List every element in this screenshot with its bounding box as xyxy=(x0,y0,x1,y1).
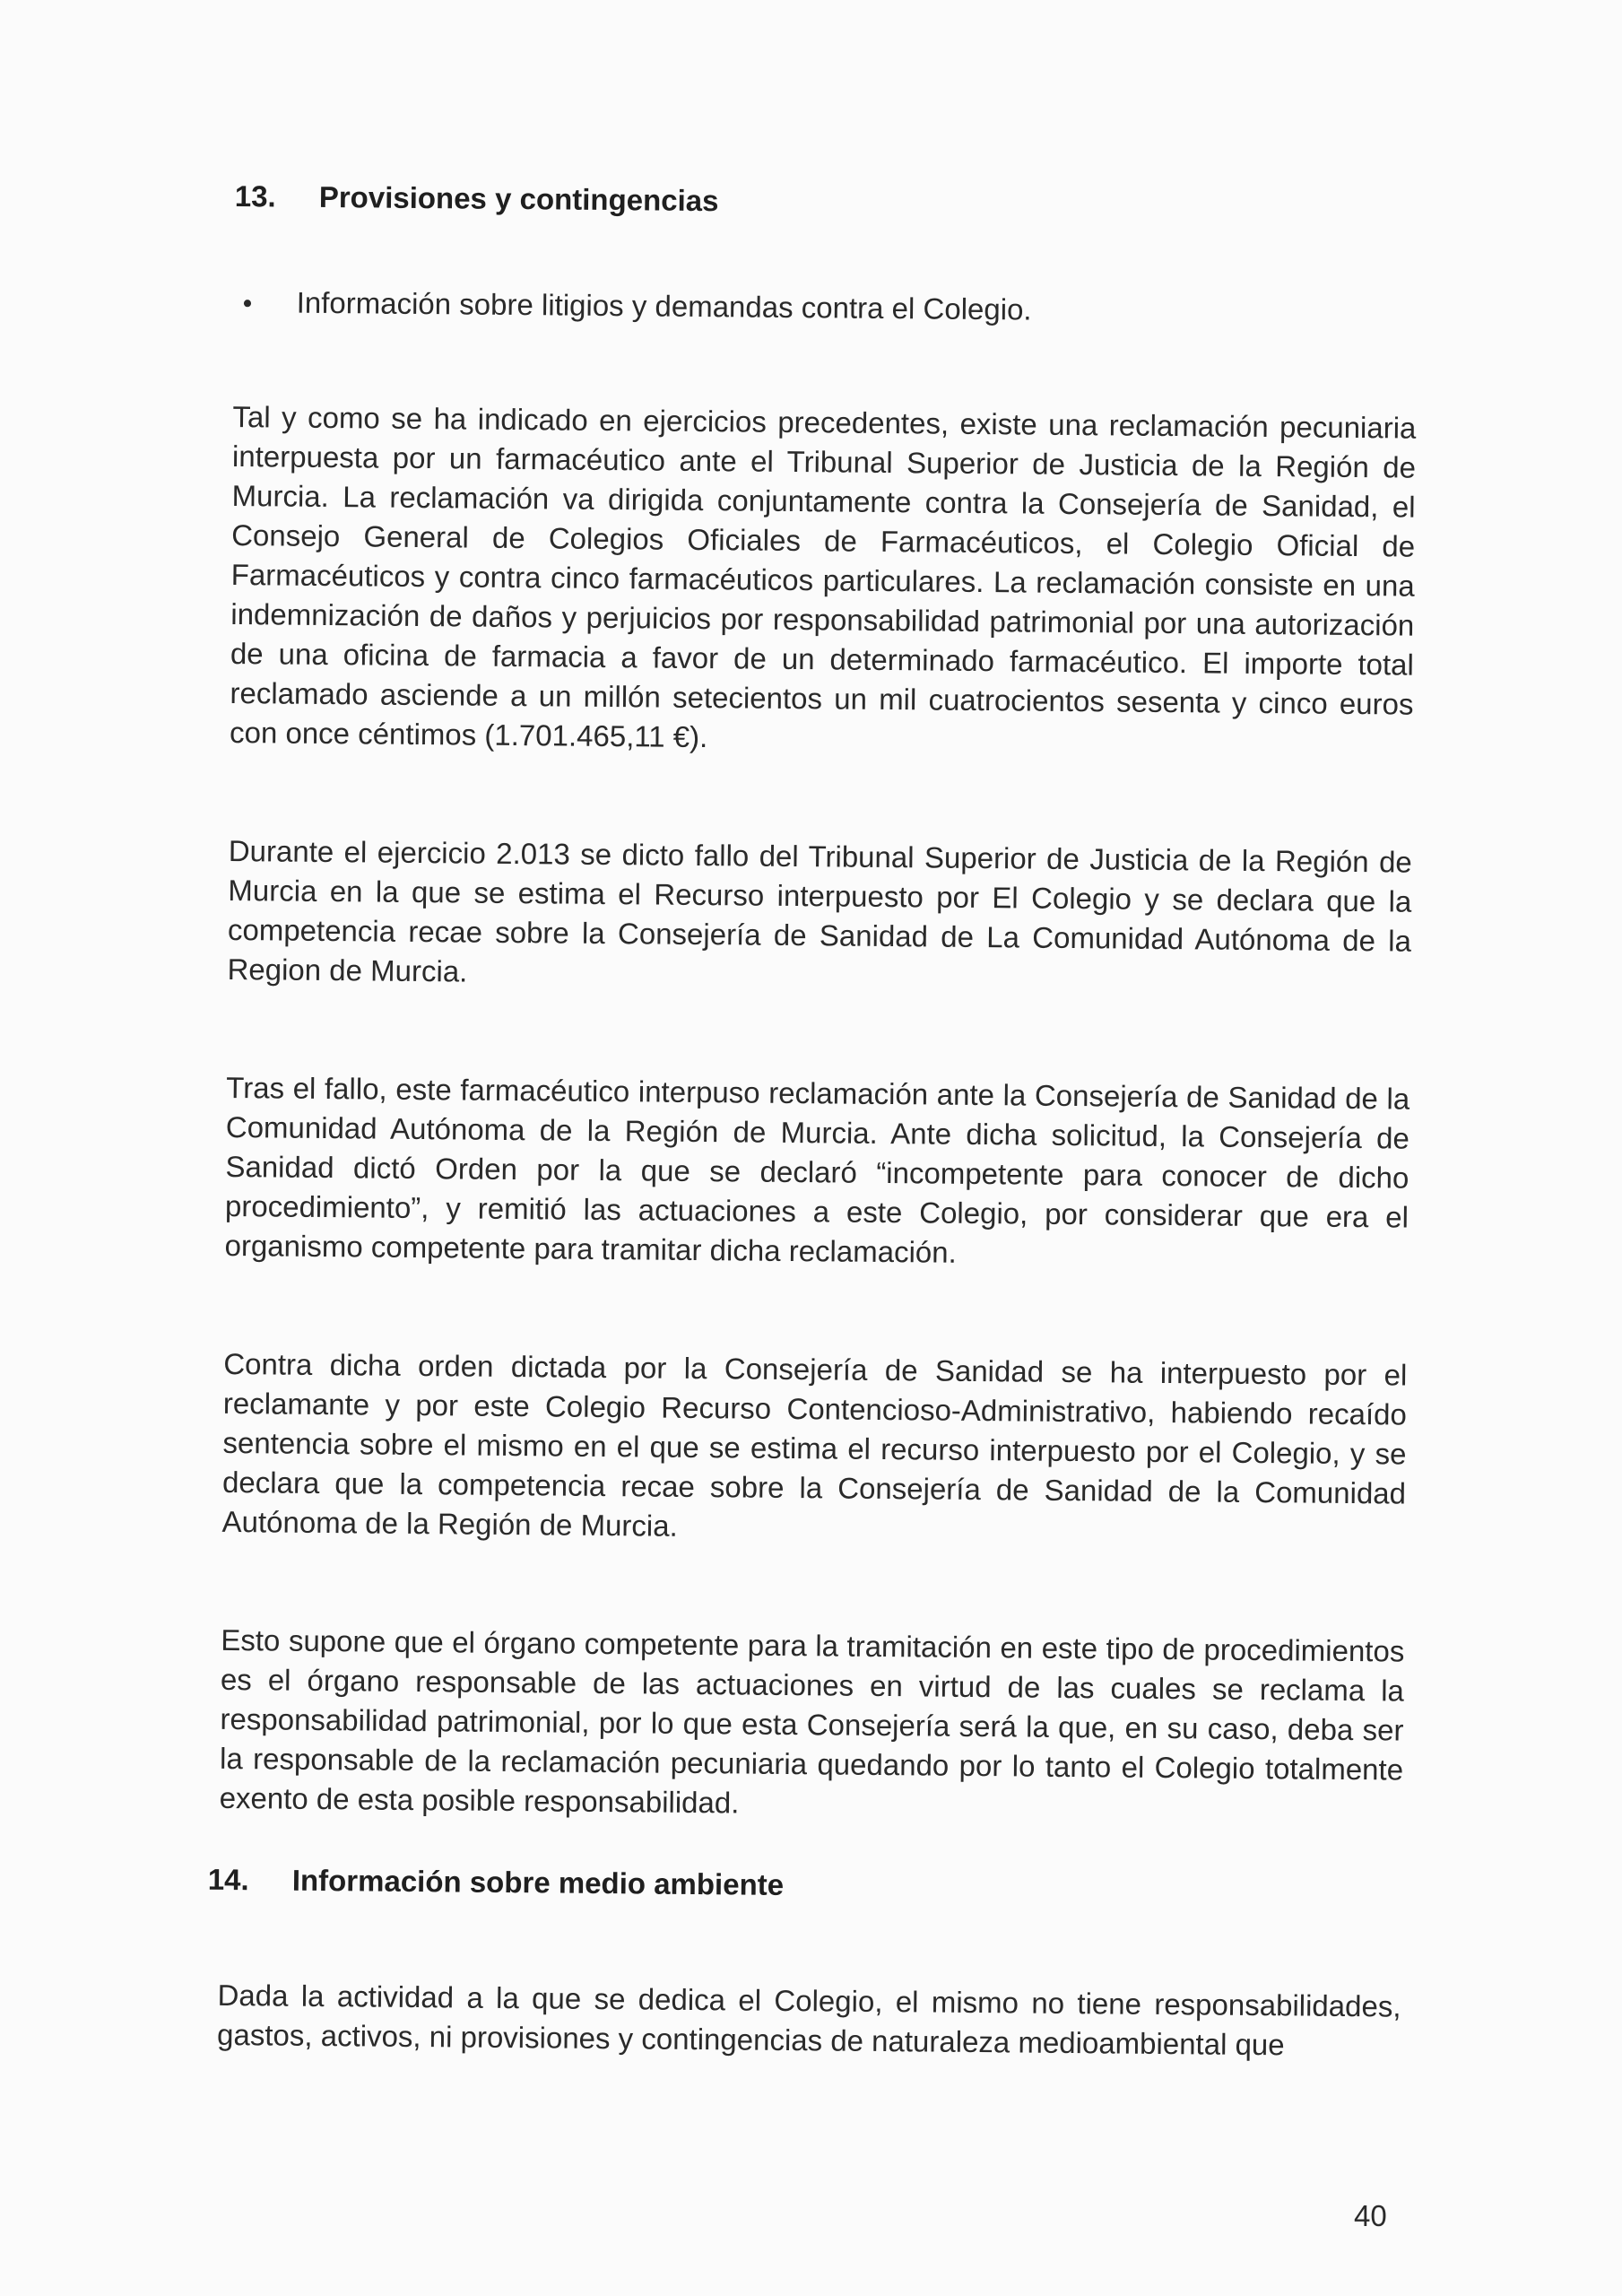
bullet-text: Información sobre litigios y demandas contra el Colegio. xyxy=(296,285,1032,326)
bullet-item xyxy=(243,285,1418,331)
paragraph-tras-el-fallo: Tras el fallo, este farmacéutico interpuso reclamación ante la Consejería de Sanidad de la Comunidad Autónoma de la Región de Murcia. Ante dicha solicitud, la Consejería de Sanidad dictó Orden por la que se declaró “incompetente para conocer de dicho procedimiento”, y remitió las actuaciones a este Colegio, por considerar que era el organismo competente para tramitar dicha reclamación. xyxy=(224,1070,1410,1269)
section-13-title: Provisiones y contingencias xyxy=(318,179,719,218)
section-13-number: 13. xyxy=(234,179,276,213)
section-13-heading xyxy=(235,179,1418,225)
bullet-icon: • xyxy=(242,289,253,319)
section-14-number: 14. xyxy=(207,1862,249,1897)
page-content xyxy=(207,179,1418,2066)
section-14-title: Información sobre medio ambiente xyxy=(291,1863,785,1901)
section-14-heading xyxy=(208,1863,1402,1909)
paragraph-recurso-contencioso: Contra dicha orden dictada por la Consejería de Sanidad se ha interpuesto por el reclamante y por este Colegio Recurso Contencioso-Administrativo, habiendo recaído sentencia sobre el mismo en el que se estima el recurso interpuesto por el Colegio, y se declara que la competencia recae sobre la Consejería de Sanidad de la Comunidad Autónoma de la Región de Murcia. xyxy=(221,1346,1408,1543)
paragraph-reclamacion: Tal y como se ha indicado en ejercicios precedentes, existe una reclamación pecuniaria interpuesta por un farmacéutico ante el Tribunal Superior de Justicia de la Región de Murcia. La reclamación va dirigida conjuntamente contra la Consejería de Sanidad, el Consejo General de Colegios Oficiales de Farmacéuticos, el Colegio Oficial de Farmacéuticos y contra cinco farmacéuticos particulares. La reclamación consiste en una indemnización de daños y perjuicios por responsabilidad patrimonial por una autorización de una oficina de farmacia a favor de un determinado farmacéutico. El importe total reclamado asciende a un millón setecientos un mil cuatrocientos sesenta y cinco euros con once céntimos (1.701.465,11 €). xyxy=(229,399,1417,754)
paragraph-fallo-2013: Durante el ejercicio 2.013 se dicto fallo del Tribunal Superior de Justicia de la Región de Murcia en la que se estima el Recurso interpuesto por El Colegio y se declara que la competencia recae sobre la Consejería de Sanidad de La Comunidad Autónoma de la Region de Murcia. xyxy=(227,833,1412,988)
paragraph-organo-competente: Esto supone que el órgano competente para la tramitación en este tipo de procedimientos es el órgano responsable de las actuaciones en virtud de las cuales se reclama la responsabilidad patrimonial, por lo que esta Consejería será la que, en su caso, deba ser la responsable de la reclamación pecuniaria quedando por lo tanto el Colegio totalmente exento de esta posible responsabilidad. xyxy=(219,1622,1405,1820)
page-number: 40 xyxy=(1354,2199,1387,2232)
paragraph-medio-ambiente: Dada la actividad a la que se dedica el Colegio, el mismo no tiene responsabilidades, gastos, activos, ni provisiones y contingencias de naturaleza medioambiental que xyxy=(216,1978,1401,2062)
